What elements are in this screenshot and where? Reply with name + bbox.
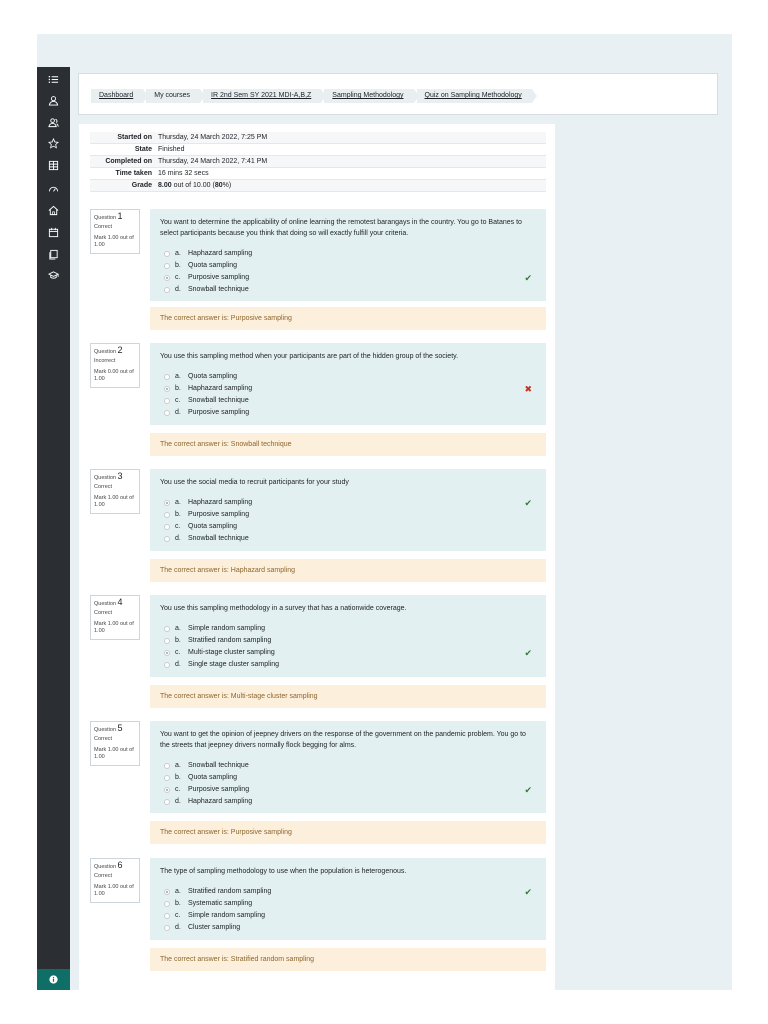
radio-button[interactable] bbox=[164, 626, 170, 632]
question-mark: Mark 0.00 out of 1.00 bbox=[94, 369, 134, 382]
sidebar-item-grid[interactable] bbox=[37, 156, 70, 174]
radio-button[interactable] bbox=[164, 913, 170, 919]
answer-text: Stratified random sampling bbox=[188, 637, 272, 644]
answer-option[interactable] bbox=[160, 772, 536, 784]
answer-letter: b. bbox=[175, 637, 181, 644]
answer-text: Simple random sampling bbox=[188, 625, 266, 632]
question-text: You use this sampling method when your participants are part of the hidden group of the society. bbox=[160, 353, 459, 360]
radio-button[interactable] bbox=[164, 287, 170, 293]
question-state: Incorrect bbox=[94, 358, 116, 364]
question-label: Question bbox=[94, 349, 117, 355]
answer-option[interactable] bbox=[160, 922, 536, 934]
answer-option[interactable] bbox=[160, 407, 536, 419]
check-icon: ✔ bbox=[524, 273, 532, 283]
question-text: You use the social media to recruit participants for your study bbox=[160, 479, 349, 486]
answer-letter: b. bbox=[175, 774, 181, 781]
question-text: You use this sampling methodology in a survey that has a nationwide coverage. bbox=[160, 605, 407, 612]
answer-letter: b. bbox=[175, 900, 181, 907]
answer-letter: a. bbox=[175, 373, 181, 380]
star-icon bbox=[48, 138, 59, 149]
answer-text: Haphazard sampling bbox=[188, 798, 253, 805]
question-info-1 bbox=[90, 209, 140, 254]
answer-letter: b. bbox=[175, 262, 181, 269]
sidebar-item-home[interactable] bbox=[37, 201, 70, 219]
question-state: Correct bbox=[94, 736, 113, 742]
user-group-icon bbox=[48, 117, 59, 128]
question-label: Question bbox=[94, 475, 117, 481]
grade-label: Grade bbox=[131, 182, 152, 189]
answer-text: Purposive sampling bbox=[188, 511, 250, 518]
question-number bbox=[94, 862, 136, 871]
breadcrumb-label: My courses bbox=[154, 92, 191, 99]
correct-answer-feedback: The correct answer is: Haphazard sampling bbox=[150, 559, 546, 582]
attempt-summary bbox=[90, 132, 546, 192]
sidebar-item-calendar[interactable] bbox=[37, 223, 70, 241]
time-taken-label: Time taken bbox=[115, 170, 152, 177]
radio-button[interactable] bbox=[164, 251, 170, 257]
question-label: Question bbox=[94, 864, 117, 870]
answer-option[interactable] bbox=[160, 647, 536, 659]
check-icon: ✔ bbox=[524, 887, 532, 897]
answer-option[interactable] bbox=[160, 497, 536, 509]
radio-button[interactable] bbox=[164, 763, 170, 769]
answer-letter: d. bbox=[175, 535, 181, 542]
check-icon: ✔ bbox=[524, 785, 532, 795]
answer-letter: d. bbox=[175, 409, 181, 416]
calendar-icon bbox=[48, 227, 59, 238]
answer-letter: c. bbox=[175, 397, 181, 404]
question-label: Question bbox=[94, 601, 117, 607]
summary-row-completed bbox=[90, 156, 546, 168]
answer-option[interactable] bbox=[160, 886, 536, 898]
question-text: You want to get the opinion of jeepney drivers on the response of the government on the pandemic problem. You go to the streets that jeepney drivers normally flock begging for alms. bbox=[160, 731, 526, 749]
question-info-6 bbox=[90, 858, 140, 903]
answer-option[interactable] bbox=[160, 623, 536, 635]
grade-out-of: out of 10.00 ( bbox=[171, 182, 215, 189]
answer-text: Snowball technique bbox=[188, 286, 249, 293]
question-mark: Mark 1.00 out of 1.00 bbox=[94, 621, 134, 634]
answer-letter: a. bbox=[175, 499, 181, 506]
radio-button[interactable] bbox=[164, 925, 170, 931]
breadcrumb-label: Sampling Methodology bbox=[332, 92, 404, 99]
question-number bbox=[94, 599, 136, 608]
answer-text: Purposive sampling bbox=[188, 274, 250, 281]
answer-letter: c. bbox=[175, 274, 181, 281]
sidebar-item-graduation-cap[interactable] bbox=[37, 266, 70, 284]
sidebar-item-list[interactable] bbox=[37, 70, 70, 88]
grade-percent-suffix: %) bbox=[222, 182, 232, 189]
question-box-5 bbox=[150, 721, 546, 813]
radio-button[interactable] bbox=[164, 263, 170, 269]
answer-text: Snowball technique bbox=[188, 535, 249, 542]
correct-answer-feedback: The correct answer is: Stratified random sampling bbox=[150, 948, 546, 971]
answer-text: Quota sampling bbox=[188, 262, 238, 269]
answer-letter: c. bbox=[175, 649, 181, 656]
question-box-4 bbox=[150, 595, 546, 677]
answer-option[interactable] bbox=[160, 383, 536, 395]
answer-option[interactable] bbox=[160, 521, 536, 533]
breadcrumb-label: Quiz on Sampling Methodology bbox=[424, 92, 522, 99]
graduation-cap-icon bbox=[48, 270, 59, 281]
question-mark: Mark 1.00 out of 1.00 bbox=[94, 747, 134, 760]
question-label: Question bbox=[94, 215, 117, 221]
question-number bbox=[94, 725, 136, 734]
answer-text: Cluster sampling bbox=[188, 924, 241, 931]
question-number-value: 2 bbox=[117, 345, 123, 355]
correct-answer-feedback: The correct answer is: Purposive sampling bbox=[150, 821, 546, 844]
grade-percent: 80 bbox=[214, 182, 223, 189]
grade-value bbox=[158, 180, 231, 191]
state-value: Finished bbox=[158, 146, 185, 153]
question-info-5 bbox=[90, 721, 140, 766]
question-state: Correct bbox=[94, 610, 113, 616]
radio-button[interactable] bbox=[164, 398, 170, 404]
answer-letter: c. bbox=[175, 786, 181, 793]
answer-option[interactable] bbox=[160, 371, 536, 383]
radio-button[interactable] bbox=[164, 799, 170, 805]
answer-option[interactable] bbox=[160, 784, 536, 796]
answer-letter: b. bbox=[175, 511, 181, 518]
radio-button[interactable] bbox=[164, 901, 170, 907]
answer-text: Haphazard sampling bbox=[188, 385, 253, 392]
answer-option[interactable] bbox=[160, 659, 536, 671]
answer-text: Haphazard sampling bbox=[188, 250, 253, 257]
answer-text: Purposive sampling bbox=[188, 409, 250, 416]
question-number-value: 1 bbox=[117, 211, 123, 221]
breadcrumb-label: IR 2nd Sem SY 2021 MDI-A,B,Z bbox=[211, 92, 312, 99]
answer-text: Quota sampling bbox=[188, 523, 238, 530]
info-icon bbox=[49, 975, 58, 984]
radio-button[interactable] bbox=[164, 524, 170, 530]
answer-option[interactable] bbox=[160, 395, 536, 407]
completed-label: Completed on bbox=[105, 158, 152, 165]
check-icon: ✔ bbox=[524, 648, 532, 658]
question-mark: Mark 1.00 out of 1.00 bbox=[94, 495, 134, 508]
main-content bbox=[78, 67, 732, 990]
answer-letter: a. bbox=[175, 888, 181, 895]
dashboard-gauge-icon bbox=[48, 184, 59, 195]
radio-button[interactable] bbox=[164, 650, 170, 656]
question-number-value: 3 bbox=[117, 471, 123, 481]
answer-text: Haphazard sampling bbox=[188, 499, 253, 506]
answer-text: Single stage cluster sampling bbox=[188, 661, 280, 668]
home-icon bbox=[48, 205, 59, 216]
answer-letter: b. bbox=[175, 385, 181, 392]
answer-letter: a. bbox=[175, 625, 181, 632]
radio-button[interactable] bbox=[164, 536, 170, 542]
started-label: Started on bbox=[117, 134, 152, 141]
answer-text: Snowball technique bbox=[188, 762, 249, 769]
question-box-2 bbox=[150, 343, 546, 425]
completed-value: Thursday, 24 March 2022, 7:41 PM bbox=[158, 158, 268, 165]
question-box-3 bbox=[150, 469, 546, 551]
correct-answer-feedback: The correct answer is: Snowball technique bbox=[150, 433, 546, 456]
radio-button[interactable] bbox=[164, 512, 170, 518]
radio-button[interactable] bbox=[164, 500, 170, 506]
answer-option[interactable] bbox=[160, 796, 536, 808]
correct-answer-feedback: The correct answer is: Purposive sampling bbox=[150, 307, 546, 330]
radio-button[interactable] bbox=[164, 889, 170, 895]
answer-list bbox=[160, 886, 536, 934]
breadcrumb-item[interactable] bbox=[203, 89, 321, 103]
question-text: The type of sampling methodology to use when the population is heterogenous. bbox=[160, 868, 407, 875]
breadcrumb-item[interactable] bbox=[417, 89, 532, 103]
question-info-2 bbox=[90, 343, 140, 388]
radio-button[interactable] bbox=[164, 638, 170, 644]
answer-letter: a. bbox=[175, 250, 181, 257]
breadcrumb-item bbox=[146, 89, 200, 103]
question-info-4 bbox=[90, 595, 140, 640]
answer-text: Purposive sampling bbox=[188, 786, 250, 793]
question-number bbox=[94, 473, 136, 482]
summary-row-state bbox=[90, 144, 546, 156]
question-text: You want to determine the applicability of online learning the remotest barangays in the country. You go to Batanes to select participants because you think that doing so will exactly fulfill your criteria. bbox=[160, 219, 522, 237]
answer-option[interactable] bbox=[160, 284, 536, 296]
answer-letter: d. bbox=[175, 798, 181, 805]
breadcrumb-item[interactable] bbox=[324, 89, 413, 103]
breadcrumb-bar bbox=[78, 73, 718, 115]
radio-button[interactable] bbox=[164, 386, 170, 392]
radio-button[interactable] bbox=[164, 775, 170, 781]
question-mark: Mark 1.00 out of 1.00 bbox=[94, 235, 134, 248]
answer-option[interactable] bbox=[160, 898, 536, 910]
quiz-review-panel bbox=[79, 124, 555, 990]
question-info-3 bbox=[90, 469, 140, 514]
answer-text: Quota sampling bbox=[188, 373, 238, 380]
answer-list bbox=[160, 371, 536, 419]
radio-button[interactable] bbox=[164, 410, 170, 416]
answer-letter: c. bbox=[175, 912, 181, 919]
answer-text: Quota sampling bbox=[188, 774, 238, 781]
help-button[interactable] bbox=[37, 969, 70, 990]
breadcrumb-label: Dashboard bbox=[99, 92, 134, 99]
list-icon bbox=[48, 74, 59, 85]
question-box-1 bbox=[150, 209, 546, 301]
files-icon bbox=[48, 249, 59, 260]
answer-list bbox=[160, 497, 536, 545]
answer-option[interactable] bbox=[160, 635, 536, 647]
question-state: Correct bbox=[94, 873, 113, 879]
answer-letter: d. bbox=[175, 661, 181, 668]
sidebar-item-star[interactable] bbox=[37, 134, 70, 152]
answer-letter: d. bbox=[175, 924, 181, 931]
answer-text: Systematic sampling bbox=[188, 900, 253, 907]
check-icon: ✔ bbox=[524, 498, 532, 508]
question-state: Correct bbox=[94, 224, 113, 230]
question-number-value: 5 bbox=[117, 723, 123, 733]
question-label: Question bbox=[94, 727, 117, 733]
answer-option[interactable] bbox=[160, 272, 536, 284]
radio-button[interactable] bbox=[164, 787, 170, 793]
answer-text: Simple random sampling bbox=[188, 912, 266, 919]
answer-text: Snowball technique bbox=[188, 397, 249, 404]
started-value: Thursday, 24 March 2022, 7:25 PM bbox=[158, 134, 268, 141]
answer-letter: c. bbox=[175, 523, 181, 530]
radio-button[interactable] bbox=[164, 374, 170, 380]
sidebar-item-user-group[interactable] bbox=[37, 113, 70, 131]
answer-list bbox=[160, 623, 536, 671]
sidebar-item-user[interactable] bbox=[37, 91, 70, 109]
answer-option[interactable] bbox=[160, 533, 536, 545]
sidebar bbox=[37, 67, 70, 990]
app-frame bbox=[37, 34, 732, 990]
time-taken-value: 16 mins 32 secs bbox=[158, 170, 209, 177]
question-number-value: 6 bbox=[117, 860, 123, 870]
summary-row-time bbox=[90, 168, 546, 180]
answer-option[interactable] bbox=[160, 260, 536, 272]
state-label: State bbox=[134, 146, 152, 153]
answer-text: Stratified random sampling bbox=[188, 888, 272, 895]
question-number-value: 4 bbox=[117, 597, 123, 607]
breadcrumb bbox=[91, 89, 535, 103]
answer-option[interactable] bbox=[160, 760, 536, 772]
answer-letter: a. bbox=[175, 762, 181, 769]
cross-icon: ✖ bbox=[524, 384, 532, 394]
user-icon bbox=[48, 95, 59, 106]
question-mark: Mark 1.00 out of 1.00 bbox=[94, 884, 134, 897]
correct-answer-feedback: The correct answer is: Multi-stage cluster sampling bbox=[150, 685, 546, 708]
answer-option[interactable] bbox=[160, 910, 536, 922]
summary-row-started bbox=[90, 132, 546, 144]
sidebar-item-files[interactable] bbox=[37, 245, 70, 263]
question-number bbox=[94, 213, 136, 222]
radio-button[interactable] bbox=[164, 662, 170, 668]
summary-row-grade bbox=[90, 180, 546, 192]
grade-score: 8.00 bbox=[158, 182, 172, 189]
question-box-6 bbox=[150, 858, 546, 940]
breadcrumb-item[interactable] bbox=[91, 89, 143, 103]
radio-button[interactable] bbox=[164, 275, 170, 281]
sidebar-item-dashboard-gauge[interactable] bbox=[37, 180, 70, 198]
answer-letter: d. bbox=[175, 286, 181, 293]
answer-list bbox=[160, 248, 536, 296]
answer-option[interactable] bbox=[160, 509, 536, 521]
question-state: Correct bbox=[94, 484, 113, 490]
answer-text: Multi-stage cluster sampling bbox=[188, 649, 275, 656]
answer-list bbox=[160, 760, 536, 808]
question-number bbox=[94, 347, 136, 356]
grid-icon bbox=[48, 160, 59, 171]
answer-option[interactable] bbox=[160, 248, 536, 260]
